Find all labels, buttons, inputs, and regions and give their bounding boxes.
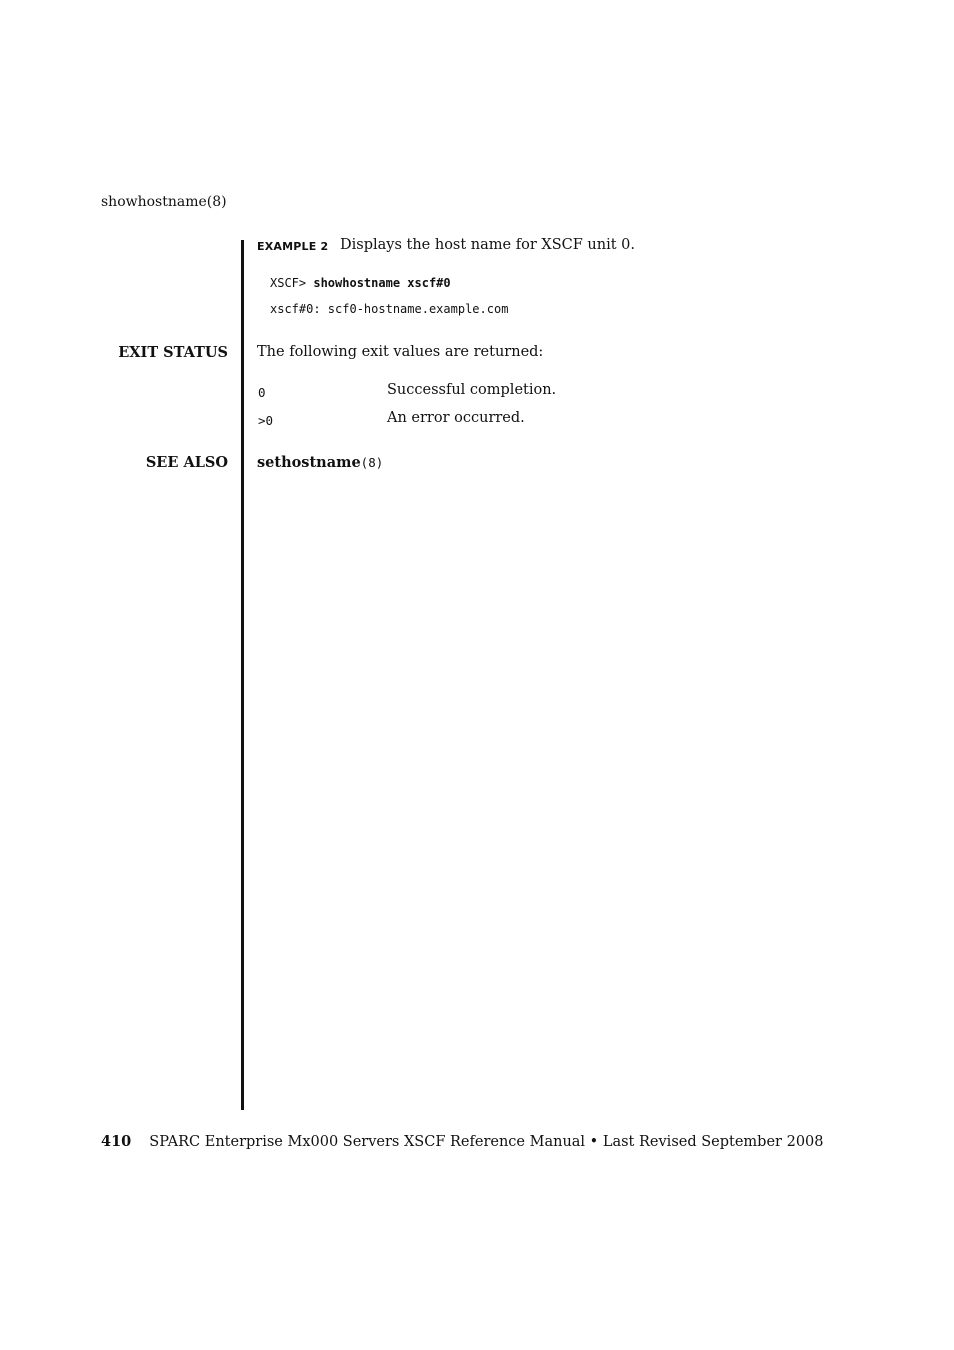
exit-value: >0 — [258, 413, 274, 428]
example-title: Displays the host name for XSCF unit 0. — [340, 237, 635, 253]
exit-status-heading: EXIT STATUS — [118, 344, 228, 361]
example-label: EXAMPLE 2 — [257, 240, 329, 253]
code-command: showhostname xscf#0 — [313, 276, 451, 290]
see-also-heading: SEE ALSO — [145, 454, 228, 471]
code-prompt: XSCF> — [270, 276, 307, 290]
see-also-reference — [257, 454, 383, 471]
footer-text: SPARC Enterprise Mx000 Servers XSCF Reference Manual • Last Revised September 2008 — [149, 1134, 824, 1150]
page-footer — [101, 1133, 824, 1150]
see-also-command: sethostname — [257, 454, 361, 471]
exit-value-description: An error occurred. — [387, 410, 525, 426]
exit-value-description: Successful completion. — [387, 382, 557, 398]
code-command-line — [270, 276, 451, 290]
code-output: xscf#0: scf0-hostname.example.com — [270, 302, 509, 316]
exit-status-intro: The following exit values are returned: — [257, 344, 544, 360]
running-header: showhostname(8) — [101, 194, 227, 210]
see-also-section: (8) — [360, 455, 384, 470]
exit-value: 0 — [258, 385, 266, 400]
section-rule — [241, 240, 244, 1110]
page-number: 410 — [101, 1133, 132, 1150]
